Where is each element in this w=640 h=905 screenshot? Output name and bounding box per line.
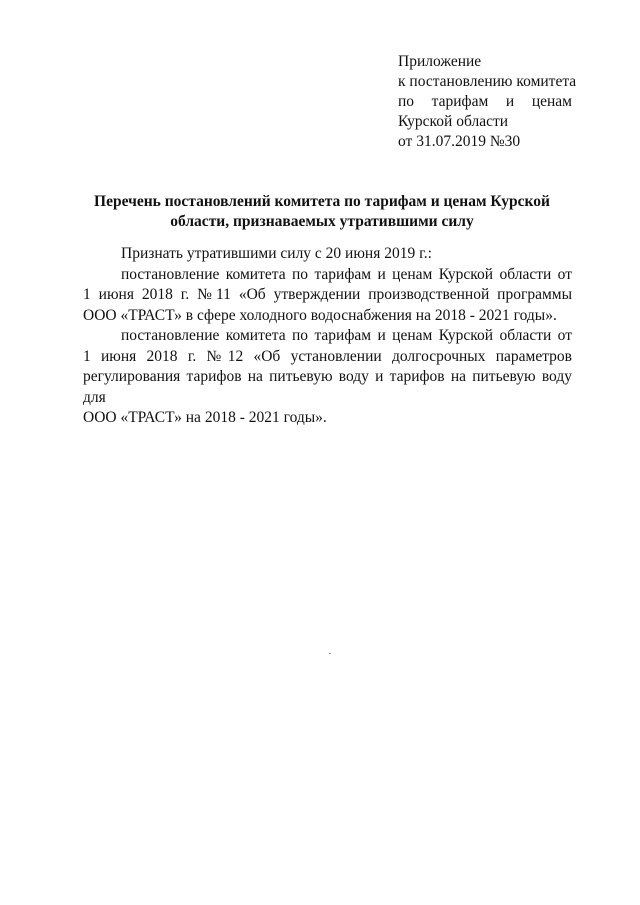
scan-speck [329, 653, 331, 654]
document-body [83, 244, 572, 429]
title-line-2: области, признаваемых утратившими силу [170, 213, 474, 230]
paragraph-2-line-3: регулирования тарифов на питьевую воду и тарифов на питьевую воду для [83, 368, 572, 406]
appendix-label: Приложение [398, 53, 482, 70]
paragraph-resolution-11 [83, 265, 572, 327]
paragraph-1-line-1: постановление комитета по тарифам и ценам Курской области от [121, 265, 572, 283]
paragraph-1-line-3: ООО «ТРАСТ» в сфере холодного водоснабжения на 2018 - 2021 годы». [83, 306, 557, 324]
appendix-region: Курской области [398, 113, 509, 130]
paragraph-resolution-12 [83, 326, 572, 429]
appendix-committee: по тарифам и ценам [398, 93, 572, 110]
appendix-reference: к постановлению комитета [398, 73, 577, 90]
title-line-1: Перечень постановлений комитета по тарифам и ценам Курской [94, 193, 550, 210]
intro-text: Признать утратившими силу с 20 июня 2019 г.: [121, 245, 432, 262]
appendix-date-number: от 31.07.2019 №30 [398, 133, 521, 150]
paragraph-2-line-4: ООО «ТРАСТ» на 2018 - 2021 годы». [83, 409, 327, 426]
appendix-header [398, 52, 577, 152]
document-title [82, 192, 562, 232]
paragraph-2-line-2: 1 июня 2018 г. №12 «Об установлении долгосрочных параметров [83, 347, 572, 365]
paragraph-2-line-1: постановление комитета по тарифам и ценам Курской области от [121, 327, 572, 344]
paragraph-1-line-2: 1 июня 2018 г. №11 «Об утверждении производственной программы [83, 286, 572, 303]
